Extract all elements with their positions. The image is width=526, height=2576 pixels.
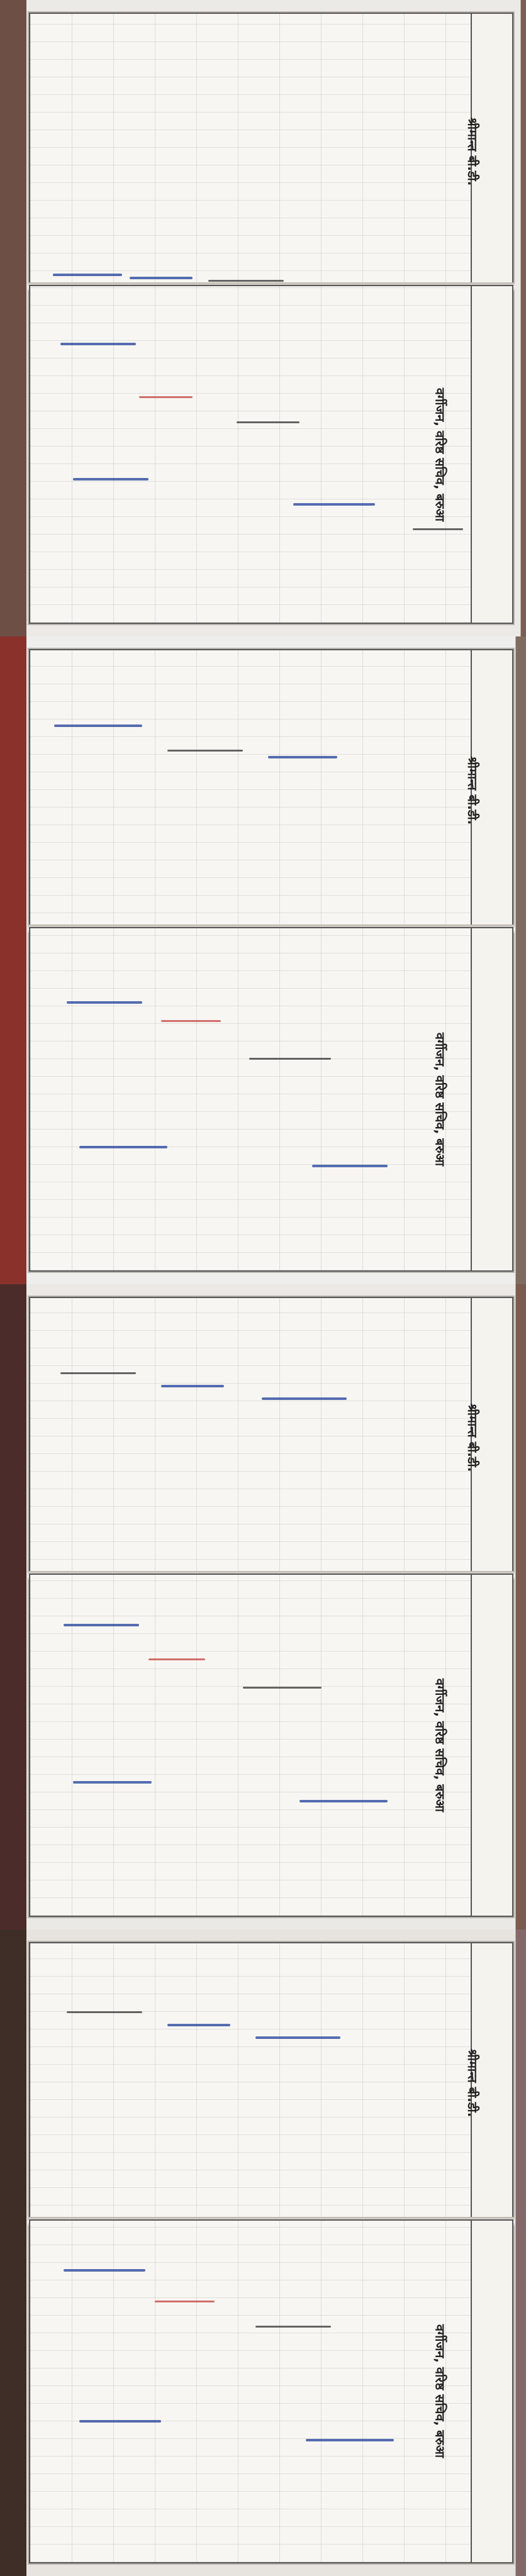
handwritten-entry [161,1020,221,1022]
handwritten-entry [312,1165,388,1167]
handwritten-entry [73,478,148,480]
handwritten-entry [413,528,463,530]
handwritten-entry [243,1687,322,1689]
handwritten-entry [255,2326,331,2328]
top-header-band [465,650,512,931]
handwritten-entry [208,280,284,282]
handwritten-entry [306,2439,394,2441]
handwritten-entry [54,724,142,727]
top-header-band [465,1943,512,2223]
handwritten-entry [237,421,299,423]
handwritten-entry [249,1058,331,1060]
register-photo-3 [0,1284,526,1929]
handwritten-entry [167,2024,230,2026]
register-sheet [28,11,515,625]
handwritten-entry [130,277,193,279]
register-top-page [29,13,513,290]
top-page-title: श्रीमान्त बी.डी. [465,1403,481,1472]
handwritten-entry [67,2011,142,2013]
handwritten-entry [155,2301,215,2302]
handwritten-entry [293,503,375,506]
handwritten-entry [255,2036,340,2039]
handwritten-entry [299,1800,388,1802]
top-header-band [465,1298,512,1577]
handwritten-entry [161,1385,224,1387]
handwritten-entry [167,750,243,752]
handwritten-entry [64,2269,145,2272]
handwritten-entry [60,1372,136,1374]
top-page-title: श्रीमान्त बी.डी. [465,117,481,186]
bottom-page-title: वर्गीजन, वरिष्ठ सचिव, बरुआ [432,2324,448,2458]
bottom-page-title: वर्गीजन, वरिष्ठ सचिव, बरुआ [432,387,448,521]
handwritten-entry [79,2420,161,2423]
handwritten-entry [64,1624,139,1626]
bottom-page-title: वर्गीजन, वरिष्ठ सचिव, बरुआ [432,1678,448,1812]
register-photo-4 [0,1929,526,2576]
handwritten-entry [53,274,122,276]
bottom-page-title: वर्गीजन, वरिष्ठ सचिव, बरुआ [432,1032,448,1166]
handwritten-entry [60,343,136,345]
handwritten-entry [67,1001,142,1004]
register-sheet [28,648,515,1273]
handwritten-entry [79,1146,167,1148]
register-top-page [29,1942,513,2224]
register-sheet [28,1941,515,2565]
handwritten-entry [139,396,193,398]
register-top-page [29,649,513,932]
handwritten-entry [268,756,337,758]
handwritten-entry [148,1658,205,1660]
top-page-title: श्रीमान्त बी.डी. [465,2048,481,2118]
register-photo-2 [0,636,526,1284]
handwritten-entry [73,1781,152,1784]
top-page-title: श्रीमान्त बी.डी. [465,756,481,825]
bottom-header-band [432,286,512,623]
register-sheet [28,1296,515,1918]
bottom-header-band [432,2221,512,2562]
bottom-header-band [432,928,512,1271]
register-top-page [29,1297,513,1579]
register-bottom-page [29,285,513,624]
register-photo-1 [0,0,526,636]
register-bottom-page [29,927,513,1272]
handwritten-entry [262,1397,347,1400]
bottom-header-band [432,1575,512,1916]
top-header-band [465,14,512,289]
